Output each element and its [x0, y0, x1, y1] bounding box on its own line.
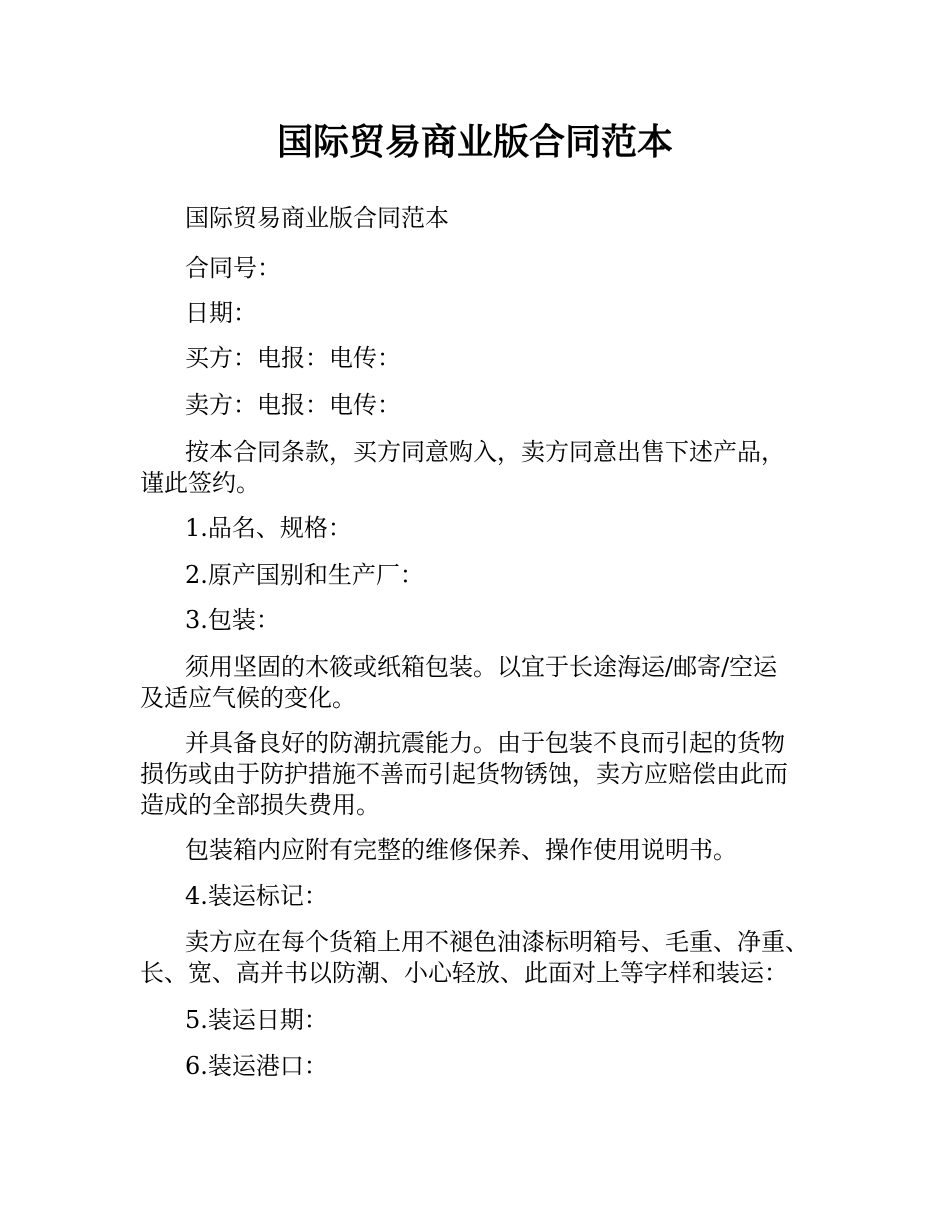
- paragraph-line: 包装箱内应附有完整的维修保养、操作使用说明书。: [185, 836, 737, 864]
- paragraph-line: 3.包装：: [185, 606, 280, 634]
- paragraph-line: 2.原产国别和生产厂：: [185, 561, 424, 589]
- paragraph: [140, 343, 820, 374]
- paragraph-line: 1.品名、规格：: [185, 514, 352, 542]
- paragraph: [140, 390, 820, 421]
- paragraph-line: 及适应气候的变化。: [140, 684, 356, 712]
- paragraph-line: 按本合同条款，买方同意购入，卖方同意出售下述产品，: [185, 438, 785, 466]
- paragraph-line: 6.装运港口：: [185, 1052, 328, 1080]
- paragraph-line: 须用坚固的木筱或纸箱包装。以宜于长途海运/邮寄/空运: [185, 653, 778, 681]
- paragraph: [140, 560, 820, 591]
- paragraph: [140, 881, 820, 912]
- paragraph: [140, 298, 820, 329]
- paragraph: [140, 253, 820, 284]
- paragraph-line: 长、宽、高并书以防潮、小心轻放、此面对上等字样和装运：: [140, 959, 788, 987]
- paragraph: [140, 1051, 820, 1082]
- paragraph-line: 日期：: [185, 299, 257, 327]
- paragraph-line: 谨此签约。: [140, 469, 260, 497]
- paragraph-line: 卖方：电报：电传：: [185, 391, 401, 419]
- paragraph: [140, 652, 820, 714]
- paragraph: [140, 1005, 820, 1036]
- paragraph-line: 损伤或由于防护措施不善而引起货物锈蚀，卖方应赔偿由此而: [140, 760, 788, 788]
- paragraph: [140, 728, 820, 821]
- paragraph: [140, 513, 820, 544]
- paragraph-line: 5.装运日期：: [185, 1006, 328, 1034]
- paragraph: [140, 835, 820, 866]
- paragraph-line: 买方：电报：电传：: [185, 344, 401, 372]
- paragraph: [140, 927, 820, 989]
- paragraph-line: 合同号：: [185, 254, 281, 282]
- paragraph-line: 国际贸易商业版合同范本: [185, 204, 449, 232]
- paragraph-line: 并具备良好的防潮抗震能力。由于包装不良而引起的货物: [185, 729, 785, 757]
- document-title: 国际贸易商业版合同范本: [276, 122, 673, 163]
- paragraph: [140, 203, 820, 234]
- paragraph: [140, 605, 820, 636]
- paragraph-line: 4.装运标记：: [185, 882, 328, 910]
- paragraph-line: 卖方应在每个货箱上用不褪色油漆标明箱号、毛重、净重、: [185, 928, 809, 956]
- paragraph: [140, 437, 820, 499]
- paragraph-line: 造成的全部损失费用。: [140, 791, 380, 819]
